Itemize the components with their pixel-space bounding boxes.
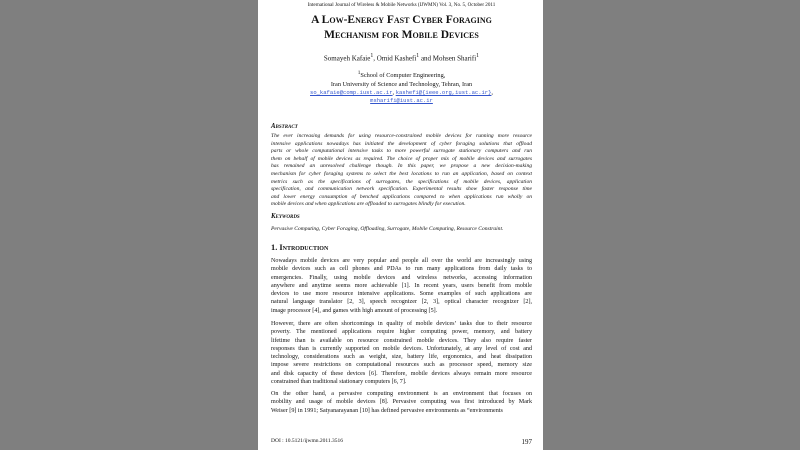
author: Somayeh Kafaie [323, 54, 371, 63]
text-line: mechanism for cyber foraging systems to select the best locations to run an application, based on context [271, 170, 532, 177]
section-heading: 1. Introduction [271, 243, 329, 252]
text-line: However, there are often shortcomings in quality of mobile devices’ tasks due to their resource [271, 321, 532, 327]
text-line: responses than is currently supported on mobile devices. Unfortunately, at any level of cost and [271, 345, 532, 352]
text-line: and lower energy consumption of benched applications compared to when applications run wholly on [271, 193, 532, 200]
text-line: and disk capacity of these devices [6]. Therefore, mobile devices always remain more resource [271, 370, 532, 377]
text-line: image processor [4], and games with high amount of processing [5]. [271, 307, 438, 314]
email-link[interactable]: so_kafaie@comp.iust.ac.ir [310, 88, 393, 96]
school: School of Computer Engineering, [360, 72, 446, 80]
text-line: natural language translator [2, 3], speech recognizer [2, 3], optical character recognizer [2], [271, 299, 532, 306]
email-link[interactable]: kashefi@{ieee.org,iust.ac.ir} [395, 88, 492, 96]
text-line: devices to use more resource intensive applications. Some examples of such applications are [271, 291, 532, 298]
author-list [271, 53, 532, 62]
text-line: mobile devices such as cell phones and PDAs to run many applications from daily tasks to [271, 266, 532, 273]
author: Omid Kashefi [376, 54, 417, 63]
paper-title [271, 13, 532, 43]
text-line: The ever increasing demands for using resource-constrained mobile devices for running more resource [271, 133, 532, 139]
text-line: poverty. The mentioned applications require higher computing power, memory, and battery [271, 329, 532, 336]
text-line: has remained an unresolved challenge though. In this paper, we propose a new decision-making [271, 163, 532, 170]
document-page [258, 0, 543, 450]
affiliation-mark: 1 [416, 53, 420, 59]
text-line: technology, considerations such as weight, size, battery life, ergonomics, and heat dissipation [271, 354, 532, 361]
paragraph [271, 320, 532, 386]
text-line: mobility and usage of mobile devices [8]. Pervasive computing was first introduced by Mark [271, 399, 532, 406]
text-line: Nowadays mobile devices are very popular and people all over the world are increasingly using [271, 258, 532, 264]
text-line: impose severe restrictions on computational resources such as processor speed, memory size [271, 362, 532, 369]
abstract-body [271, 133, 532, 209]
text-line: mobile devices and when applications are offloaded to surrogates blindly for execution. [271, 201, 466, 208]
affiliation-mark: 1 [370, 53, 374, 59]
text-line: lifetime than is available on resource constrained mobile devices. They also require faster [271, 337, 532, 344]
text-line: specification, and communication network specification. Experimental results show faster response time [271, 186, 532, 193]
text-line: constrained than traditional stationary computers [6, 7]. [271, 379, 407, 386]
author: Mohsen Sharifi [432, 54, 477, 63]
email-link[interactable]: msharifi@iust.ac.ir [370, 97, 433, 105]
text-line: intensive applications nowadays has initiated the development of cyber foraging solutions that offload [271, 140, 532, 147]
doi: DOI : 10.5121/ijwmn.2011.3516 [271, 438, 344, 444]
affiliation-mark: 1 [476, 53, 480, 59]
keywords-text: Pervasive Computing, Cyber Foraging, Offloading, Surrogate, Mobile Computing, Resource Constraint. [271, 226, 504, 232]
university: Iran University of Science and Technology, Tehran, Iran [330, 80, 473, 88]
text-line: anywhere and anytime seems more achievable [1]. In recent years, users benefit from mobile [271, 282, 532, 289]
text-line: metrics such as the specifications of surrogates, the specifications of mobile devices, application [271, 178, 532, 185]
separator: , [373, 54, 377, 63]
keywords-heading: Keywords [271, 213, 300, 220]
paragraph [271, 390, 532, 415]
page-number: 197 [521, 438, 532, 446]
title-line: Mechanism for Mobile Devices [324, 29, 479, 41]
text-line: parts or whole computational intensive tasks to more powerful surrogate stationary computers and run [271, 148, 532, 155]
title-line: A Low-Energy Fast Cyber Foraging [311, 14, 492, 26]
abstract-heading: Abstract [271, 123, 298, 130]
text-line: them on behalf of mobile devices as required. The choice of proper mix of mobile devices and surrogates [271, 155, 532, 162]
paragraph [271, 257, 532, 315]
affiliation-mark: 1 [357, 70, 361, 76]
separator: and [419, 54, 433, 63]
affiliation: $^1$School of Computer Engineering, Iran University of Science and Technology, Tehran, Iran so_kafaie@comp.iust.ac.ir, kashefi@{ieee.org,iust.ac.ir}, msharifi@iust.ac.ir [271, 69, 532, 106]
text-line: emergencies. Finally, using mobile devices and wireless networks, accessing information [271, 274, 532, 281]
footer [271, 438, 532, 444]
journal-header: International Journal of Wireless & Mobile Networks (IJWMN) Vol. 3, No. 5, October 2011 [307, 2, 496, 8]
text-line: Weiser [9] in 1991; Satyanarayanan [10] has defined pervasive environments as “environments [271, 407, 503, 414]
text-line: On the other hand, a pervasive computing environment is an environment that focuses on [271, 391, 532, 397]
